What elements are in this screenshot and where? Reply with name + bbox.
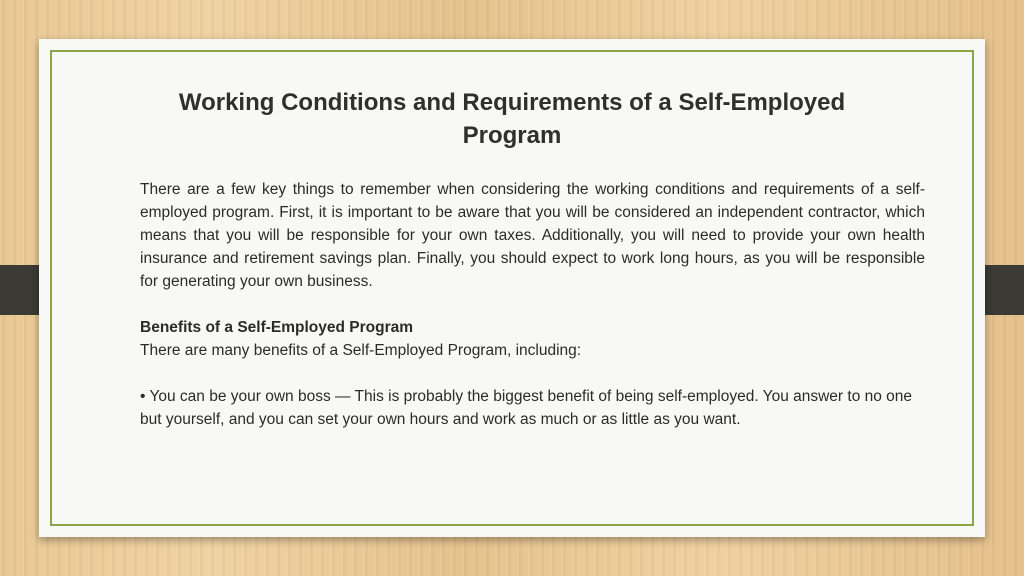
slide-card xyxy=(39,39,985,537)
slide-title: Working Conditions and Requirements of a Self-Employed Program xyxy=(178,89,846,149)
benefits-intro: There are many benefits of a Self-Employed Program, including: xyxy=(140,342,582,359)
benefit-bullet: • You can be your own boss — This is probably the biggest benefit of being self-employed. You answer to no one but yourself, and you can set your own hours and work as much or as little as you want. xyxy=(140,388,913,428)
slide-body xyxy=(140,178,925,431)
spacer xyxy=(140,362,925,385)
benefits-heading: Benefits of a Self-Employed Program xyxy=(140,319,414,336)
intro-paragraph: There are a few key things to remember when considering the working conditions and requirements of a self-employed program. First, it is important to be aware that you will be considered an independent contractor, which means that you will be responsible for your own taxes. Additionally, you will need to provide your own health insurance and retirement savings plan. Finally, you should expect to work long hours, as you will be responsible for generating your own business. xyxy=(140,181,925,290)
spacer xyxy=(140,293,925,316)
